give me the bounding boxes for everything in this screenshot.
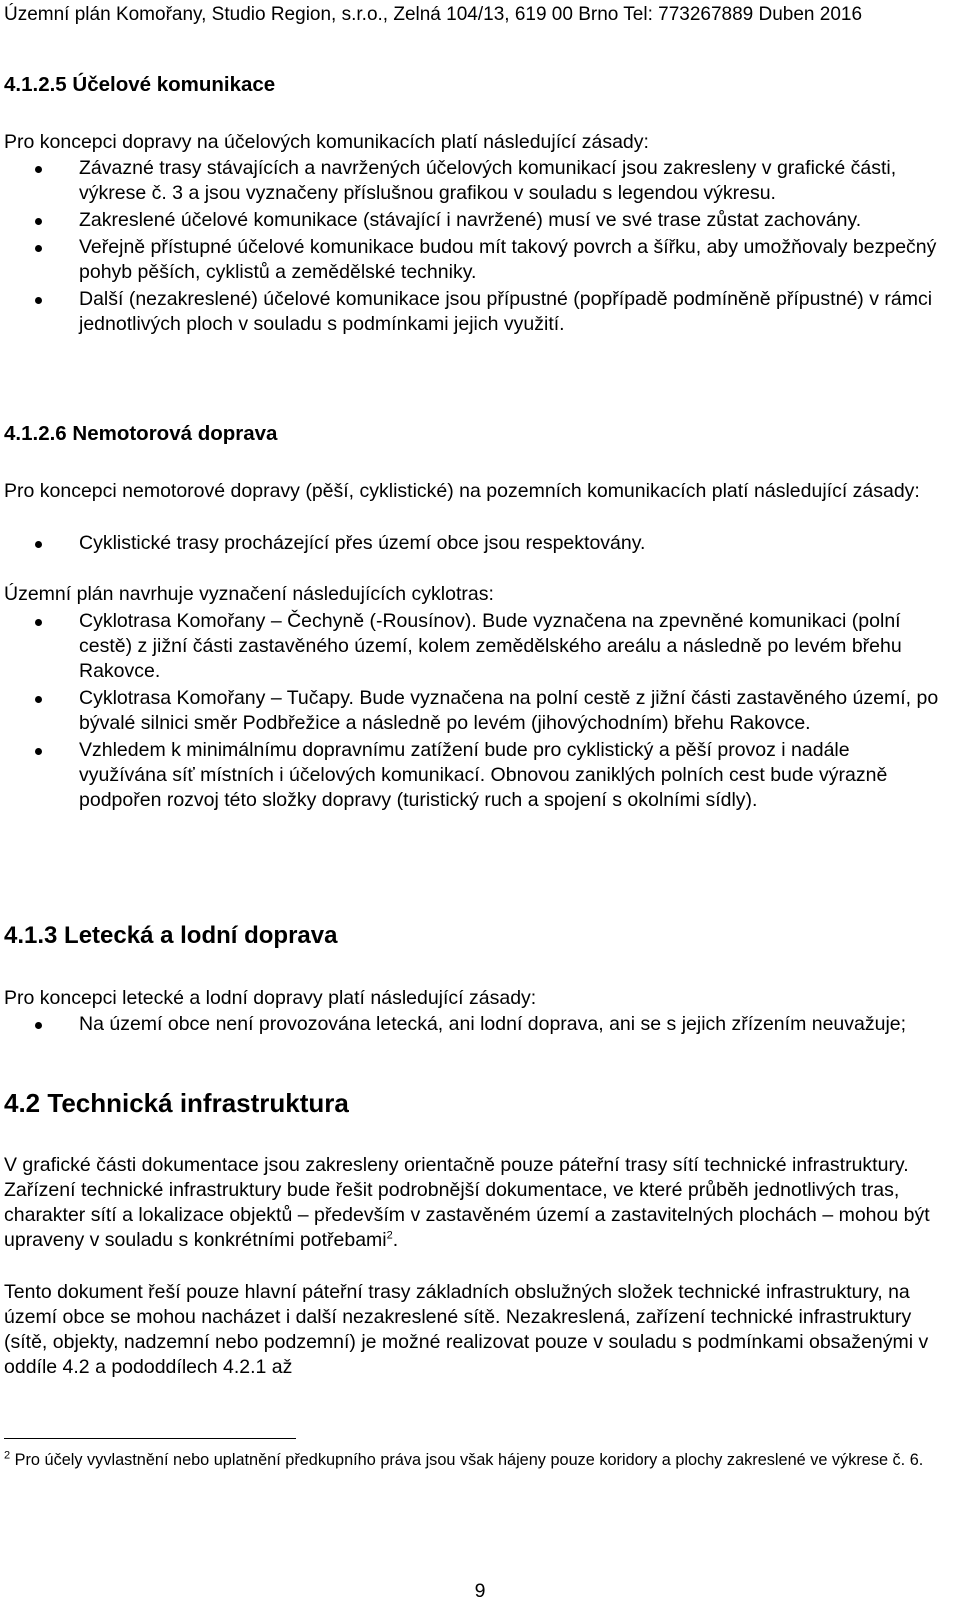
- footnote-separator: [4, 1438, 296, 1439]
- section-heading-4-1-2-5: 4.1.2.5 Účelové komunikace: [4, 73, 276, 96]
- list-item: Cyklotrasa Komořany – Tučapy. Bude vyznačena na polní cestě z jižní části zastavěného území, po bývalé silnici směr Podbřežice a následně po levém (jihovýchodním) břehu Rakovce.: [0, 686, 940, 736]
- list-item: Cyklistické trasy procházející přes území obce jsou respektovány.: [0, 531, 940, 556]
- paragraph-end: .: [392, 1229, 399, 1251]
- body-paragraph: Tento dokument řeší pouze hlavní páteřní trasy základních obslužných složek technické infrastruktury, na území obce se mohou nacházet i další nezakreslené sítě. Nezakreslená, zařízení technické infrastruktury (sítě, objekty, nadzemní nebo podzemní) je možné realizovat pouze v souladu s podmínkami obsaženými v oddíle 4.2 a pododdílech 4.2.1 až: [4, 1281, 929, 1378]
- footnote-text: Pro účely vyvlastnění nebo uplatnění předkupního práva jsou však hájeny pouze koridory a plochy zakreslené ve výkrese č. 6.: [10, 1451, 924, 1469]
- page-number: 9: [474, 1580, 486, 1602]
- section-intro: Územní plán navrhuje vyznačení následujících cyklotras:: [4, 583, 494, 605]
- body-paragraph: [4, 1153, 934, 1253]
- section-heading-4-2: 4.2 Technická infrastruktura: [4, 1088, 349, 1118]
- section-heading-4-1-2-6: 4.1.2.6 Nemotorová doprava: [4, 422, 278, 445]
- page-header: Územní plán Komořany, Studio Region, s.r.o., Zelná 104/13, 619 00 Brno Tel: 773267889 Duben 2016: [4, 4, 863, 25]
- bullet-list: [0, 1012, 940, 1039]
- footnote-marker: 2: [4, 1449, 11, 1462]
- section-intro: Pro koncepci dopravy na účelových komunikacích platí následující zásady:: [4, 131, 649, 153]
- list-item: Vzhledem k minimálnímu dopravnímu zatížení bude pro cyklistický a pěší provoz i nadále využívána síť místních i účelových komunikací. Obnovou zaniklých polních cest bude výrazně podpořen rozvoj této složky dopravy (turistický ruch a spojení s okolními sídly).: [0, 738, 940, 813]
- list-item: Cyklotrasa Komořany – Čechyně (-Rousínov). Bude vyznačena na zpevněné komunikaci (polní cestě) z jižní části zastavěného území, kolem zemědělského areálu a následně po levém břehu Rakovce.: [0, 609, 940, 684]
- bullet-list: [0, 609, 940, 815]
- section-heading-4-1-3: 4.1.3 Letecká a lodní doprava: [4, 922, 338, 949]
- list-item: Na území obce není provozována letecká, ani lodní doprava, ani se s jejich zřízením neuvažuje;: [0, 1012, 940, 1037]
- section-intro: Pro koncepci letecké a lodní dopravy platí následující zásady:: [4, 987, 537, 1009]
- list-item: Další (nezakreslené) účelové komunikace jsou přípustné (popřípadě podmíněně přípustné) v rámci jednotlivých ploch v souladu s podmínkami jejich využití.: [0, 287, 940, 337]
- footnote-reference: 2: [386, 1229, 393, 1242]
- section-intro: Pro koncepci nemotorové dopravy (pěší, cyklistické) na pozemních komunikacích platí následující zásady:: [4, 480, 920, 502]
- bullet-list: [0, 531, 940, 558]
- list-item: Závazné trasy stávajících a navržených účelových komunikací jsou zakresleny v grafické části, výkrese č. 3 a jsou vyznačeny příslušnou grafikou v souladu s legendou výkresu.: [0, 156, 940, 206]
- paragraph-text: V grafické části dokumentace jsou zakresleny orientačně pouze páteřní trasy sítí technické infrastruktury. Zařízení technické infrastruktury bude řešit podrobnější dokumentace, ve které průběh jednotlivých tras, charakter sítí a lokalizace objektů – především v zastavěném území a zastavitelných plochách – mohou být upraveny v souladu s konkrétními potřebami: [4, 1154, 930, 1251]
- footnote: [4, 1449, 934, 1471]
- bullet-list: [0, 156, 940, 339]
- list-item: Zakreslené účelové komunikace (stávající i navržené) musí ve své trase zůstat zachovány.: [0, 208, 940, 233]
- list-item: Veřejně přístupné účelové komunikace budou mít takový povrch a šířku, aby umožňovaly bezpečný pohyb pěších, cyklistů a zemědělské techniky.: [0, 235, 940, 285]
